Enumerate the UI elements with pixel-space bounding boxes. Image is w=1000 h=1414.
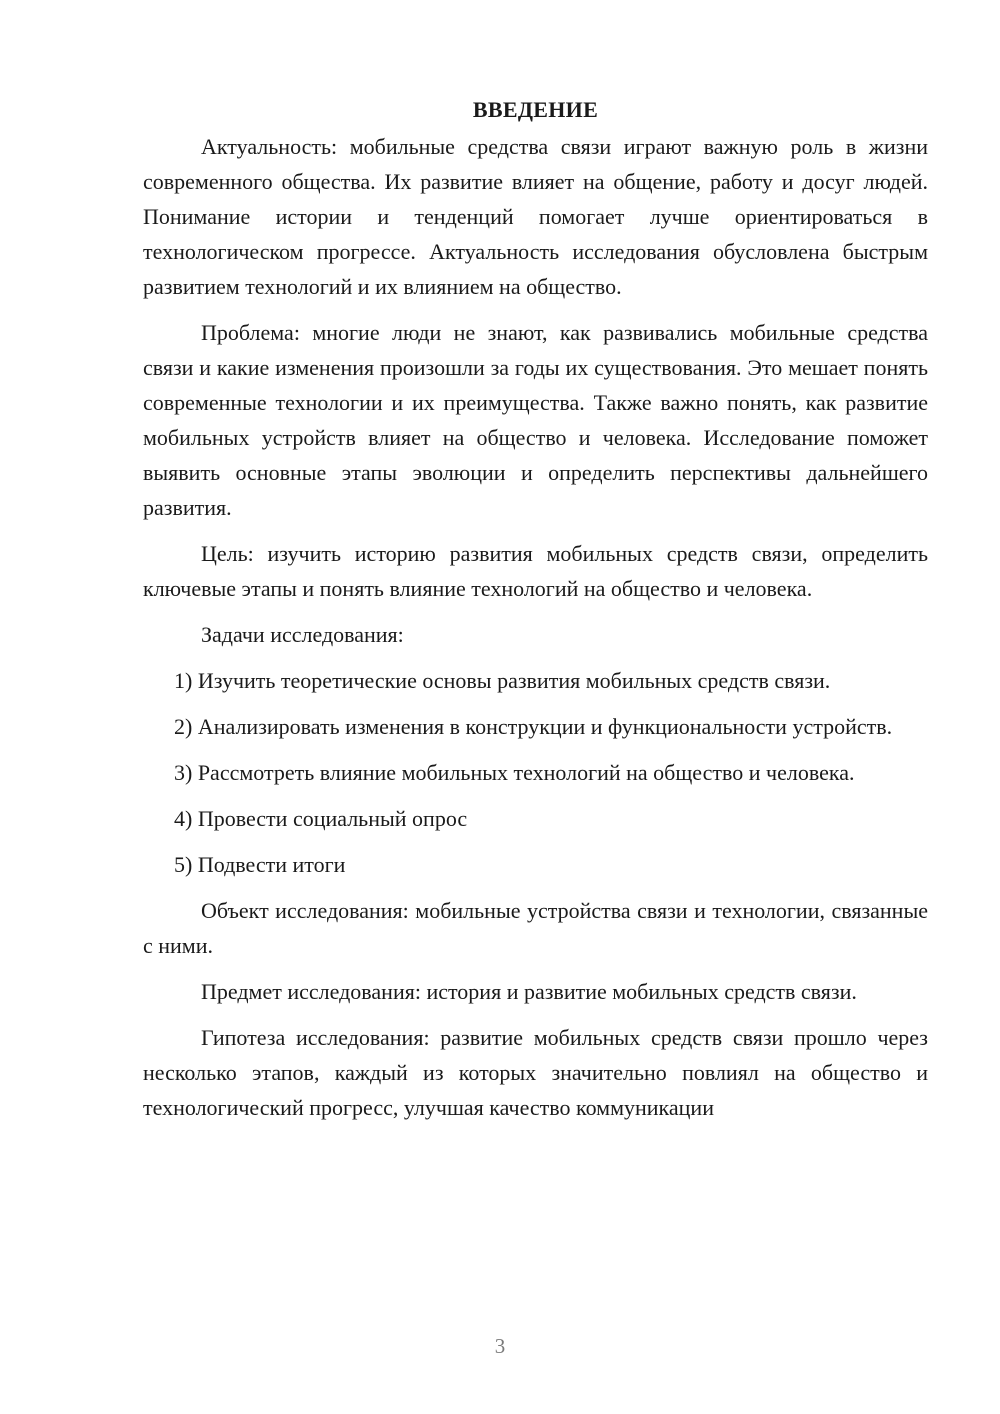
relevance-paragraph: Актуальность: мобильные средства связи играют важную роль в жизни современного общества. Их развитие влияет на общение, работу и досуг людей. Понимание истории и тенденций помогает лучше ориентироваться в технологическом прогрессе. Актуальность исследования обусловлена быстрым развитием технологий и их влиянием на общество. [143, 134, 928, 299]
tasks-heading: Задачи исследования: [201, 622, 404, 647]
task-item-5: 5) Подвести итоги [174, 852, 346, 877]
task-item-3: 3) Рассмотреть влияние мобильных технологий на общество и человека. [174, 760, 855, 785]
task-item-4: 4) Провести социальный опрос [174, 806, 468, 831]
page-number: 3 [494, 1334, 506, 1358]
task-item-1: 1) Изучить теоретические основы развития мобильных средств связи. [174, 668, 831, 693]
task-item-2: 2) Анализировать изменения в конструкции и функциональности устройств. [174, 714, 893, 739]
object-paragraph: Объект исследования: мобильные устройства связи и технологии, связанные с ними. [143, 898, 928, 958]
document-page [143, 92, 928, 1136]
hypothesis-paragraph: Гипотеза исследования: развитие мобильных средств связи прошло через несколько этапов, каждый из которых значительно повлиял на общество и технологический прогресс, улучшая качество коммуникации [143, 1025, 928, 1120]
problem-paragraph: Проблема: многие люди не знают, как развивались мобильные средства связи и какие изменения произошли за годы их существования. Это мешает понять современные технологии и их преимущества. Также важно понять, как развитие мобильных устройств влияет на общество и человека. Исследование поможет выявить основные этапы эволюции и определить перспективы дальнейшего развития. [143, 320, 928, 520]
goal-paragraph: Цель: изучить историю развития мобильных средств связи, определить ключевые этапы и понять влияние технологий на общество и человека. [143, 541, 928, 601]
subject-paragraph: Предмет исследования: история и развитие мобильных средств связи. [201, 979, 857, 1004]
section-title: ВВЕДЕНИЕ [472, 97, 599, 122]
